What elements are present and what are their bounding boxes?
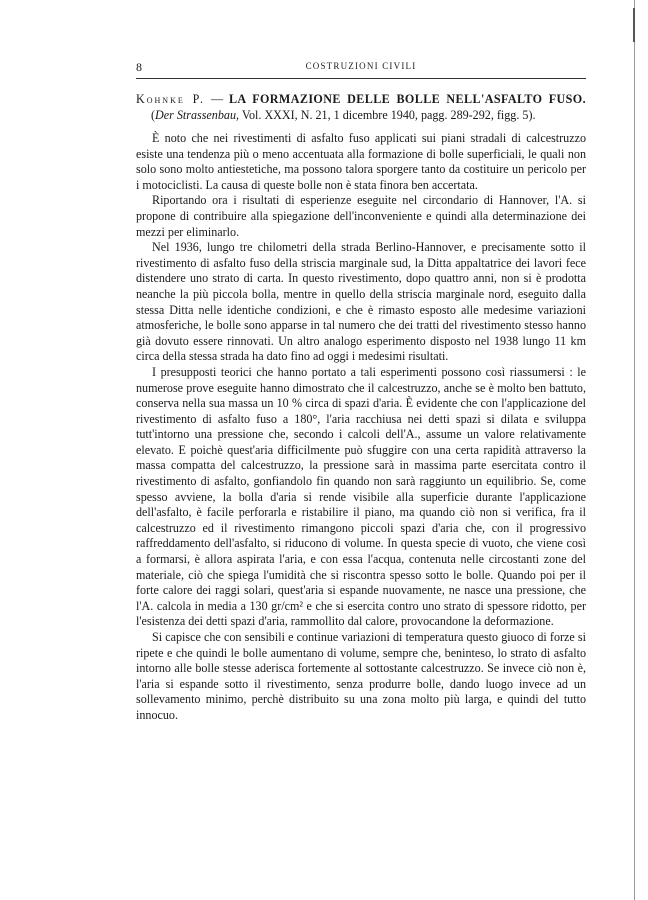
entry-dash: — <box>205 92 229 106</box>
paragraph: Nel 1936, lungo tre chilometri della strada Berlino-Hannover, e precisamente sotto il rivestimento di asfalto fuso della striscia marginale sud, la Ditta appaltatrice dei lavori fece distendere uno strato di carta. In questo rivestimento, dopo quattro anni, non si è prodotta neanche la più piccola bolla, mentre in quello della striscia marginale nord, eseguito dalla stessa Ditta nelle identiche condizioni, e che è rimasto esposto alle medesime variazioni atmosferiche, le bolle sono apparse in tal numero che dei tratti del rivestimento stesso hanno già dovuto essere rinnovati. Un altro analogo esperimento disposto nel 1938 lungo 11 km circa della stessa strada ha dato fino ad oggi i medesimi risultati. <box>136 240 586 364</box>
paragraph: Si capisce che con sensibili e continue variazioni di temperatura questo giuoco di forze si ripete e che quindi le bolle aumentano di volume, sempre che, beninteso, lo strato di asfalto intorno alle bolle stesse aderisca fortemente al sottostante calcestruzzo. Se invece ciò non è, l'aria si espande sotto il rivestimento, senza produrre bolle, dando luogo invece ad un sollevamento minimo, perchè distribuito su una zona molto più larga, e quindi del tutto innocuo. <box>136 630 586 722</box>
entry-journal: Der Strassenbau, <box>155 108 240 122</box>
entry-heading: Kohnke P. — LA FORMAZIONE DELLE BOLLE NELL'ASFALTO FUSO. (Der Strassenbau, Vol. XXXI, N. 21, 1 dicembre 1940, pagg. 289-292, figg. 5). <box>136 92 586 122</box>
page-edge-mark <box>633 8 635 42</box>
body-text <box>136 131 586 724</box>
running-title: COSTRUZIONI CIVILI <box>305 61 417 71</box>
entry-author: Kohnke P. <box>136 92 206 106</box>
paragraph: I presupposti teorici che hanno portato a tali esperimenti possono così riassumersi : le numerose prove eseguite hanno dimostrato che il calcestruzzo, anche se è molto ben battuto, conserva nella sua massa un 10 % circa di spazi d'aria. È evidente che con l'applicazione del rivestimento di asfalto fuso a 180°, l'aria racchiusa nei detti spazi si dilata e sviluppa tutt'intorno una pressione che, secondo i calcoli dell'A., assume un valore relativamente elevato. E poichè quest'aria difficilmente può sfuggire con una certa rapidità attraverso la massa compatta del calcestruzzo, la pressione sarà in massima parte esercitata contro il rivestimento di asfalto, gonfiandolo fin quando non sarà raggiunto un equilibrio. Se, come spesso avviene, la bolla d'aria si rende visibile alla superficie durante l'applicazione dell'asfalto, è facile perforarla e ristabilire il piano, ma quando ciò non si verifica, fra il calcestruzzo ed il rivestimento rimangono piccoli spazi d'aria che, con il progressivo raffreddamento dell'asfalto, si riducono di volume. In questa specie di vuoto, che viene così a formarsi, è allora aspirata l'aria, e con essa l'acqua, contenuta nelle circostanti zone del materiale, ciò che spiega l'umidità che si riscontra spesso sotto le bolle. Quando poi per il forte calore dei raggi solari, quest'aria si espande nuovamente, ne nasce una pressione, che l'A. calcola in media a 130 gr/cm² e che si esercita contro uno strato di spessore ridotto, per l'esistenza dei detti spazi d'aria, rammollito dal calore, provocandone la deformazione. <box>136 364 586 629</box>
page-number: 8 <box>136 60 142 74</box>
header-rule <box>136 78 586 79</box>
entry-citation: Vol. XXXI, N. 21, 1 dicembre 1940, pagg. 289-292, figg. 5). <box>239 108 536 122</box>
page-edge-line <box>634 0 635 900</box>
article <box>136 91 586 724</box>
paragraph: Riportando ora i risultati di esperienze eseguite nel circondario di Hannover, l'A. si propone di contribuire alla spiegazione dell'inconveniente e quindi alla determinazione dei mezzi per eliminarlo. <box>136 193 586 239</box>
running-header <box>136 60 586 76</box>
paragraph: È noto che nei rivestimenti di asfalto fuso applicati sui piani stradali di calcestruzzo esiste una tendenza più o meno accentuata alla formazione di bolle superficiali, le quali non solo sono molto antiestetiche, ma possono talora sporgere tanto da costituire un pericolo per i motociclisti. La causa di queste bolle non è stata finora ben accertata. <box>136 131 586 192</box>
entry-title: LA FORMAZIONE DELLE BOLLE NELL'ASFALTO FUSO. <box>228 92 586 106</box>
